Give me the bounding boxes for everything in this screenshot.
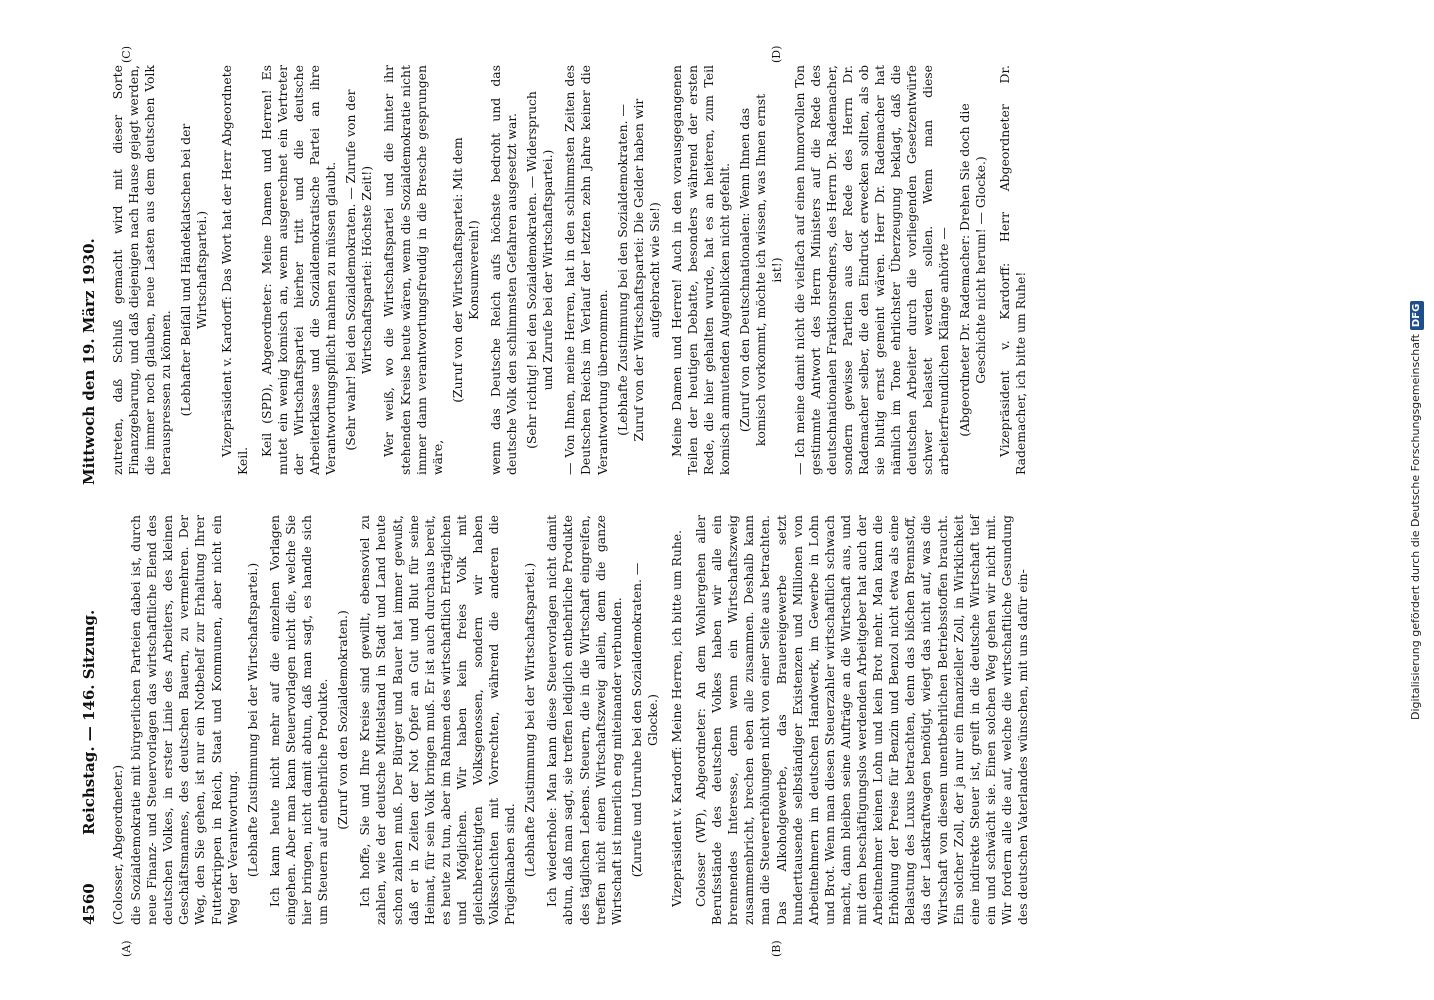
speech-keil: Keil (SPD), Abgeordneter: Meine Damen und Herren! Es mutet ein wenig komisch an, wenn ausgerechnet ein Vertreter der Wirtschaftspartei hierher tritt und die deutsche Arbeiterklasse und die Sozialdemokratische Partei an ihre Verantwortungspflicht mahnen zu müssen glaubt. [258, 65, 339, 475]
interjection: (Abgeordneter Dr. Rademacher: Drehen Sie doch die Geschichte nicht herum! — Glocke.) [956, 103, 988, 437]
interjection: (Zuruf von der Wirtschaftspartei: Mit dem Konsumverein!) [449, 137, 481, 403]
page-header [80, 65, 102, 925]
dfg-logo: DFG [1410, 301, 1424, 330]
stamp-text-wrapper [1409, 20, 1434, 720]
margin-mark-b: (B) [770, 940, 783, 957]
header-title-right: Mittwoch den 19. März 1930. [80, 238, 98, 485]
interjection: (Sehr richtig! bei den Sozialdemokraten. — Widerspruch und Zurufe bei der Wirtschaftspartei.) [524, 91, 556, 449]
header-title-left: Reichstag. — 146. Sitzung. [80, 609, 98, 835]
margin-mark-d: (D) [770, 45, 783, 63]
paragraph: Meine Damen und Herren! Auch in den vorausgegangenen Teilen der heutigen Debatte, besonders während der ersten Rede, die hier gehalten wurde, hat es an heiteren, zum Teil komisch anmutenden Augenblicken nicht gefehlt. [668, 65, 733, 475]
president-remark: Vizepräsident v. Kardorff: Meine Herren, ich bitte um Ruhe. [669, 529, 684, 907]
paragraph: — Ich meine damit nicht die vielfach auf einen humorvollen Ton gestimmte Antwort des Herrn Ministers auf die Rede des deutschnationalen Fraktionsredners, des Herrn Dr. Rademacher, sondern gewisse Partien aus der Rede des Herrn Dr. Rademacher selber, die den Eindruck erwecken sollten, als ob sie blutig ernst gemeint wären. Herr Dr. Rademacher hat nämlich im Tone ehrlichster Überzeugung beklagt, daß die deutschen Arbeiter durch die vorliegenden Gesetzentwürfe schwer belastet werden sollen. Wenn man diese arbeiterfreundlichen Klänge anhörte — [791, 65, 952, 475]
paragraph: Wer weiß, wo die Wirtschaftspartei und die hinter ihr stehenden Kreise heute wären, wenn die Sozialdemokratie nicht immer dann verantwortungsfreudig in die Bresche gesprungen wäre, [381, 65, 445, 475]
document-page [80, 45, 1340, 957]
paragraph: Ich kann heute nicht mehr auf die einzelnen Vorlagen eingehen. Aber man kann Steuervorlagen nicht die, welche Sie hier bringen, nicht damit abtun, daß man sagt, es handle sich um Steuern auf entbehrliche Produkte. [266, 515, 331, 925]
paragraph: zutreten, daß Schluß gemacht wird mit dieser Sorte Finanzgebarung, und daß diejenigen nach Hause gejagt werden, die immer noch glauben, neue Lasten aus dem deutschen Volk herauspressen zu können. [110, 65, 174, 475]
interjection: (Lebhafte Zustimmung bei den Sozialdemokraten. — Zuruf von der Wirtschaftspartei: Die Gelder haben wir aufgebracht wie Sie!) [614, 98, 662, 442]
right-column [110, 65, 1031, 475]
paragraph: — Von Ihnen, meine Herren, hat in den schlimmsten Zeiten des Deutschen Reichs im Verlauf der letzten zehn Jahre keiner die Verantwortung übernommen. [562, 65, 610, 475]
stamp-text: Digitalisierung gefördert durch die Deutsche Forschungsgemeinschaft [1409, 334, 1422, 720]
paragraph: Ich hoffe, Sie und Ihre Kreise sind gewillt, ebensoviel zu zahlen, wie der deutsche Mittelstand in Stadt und Land heute schon zahlen muß. Der Bürger und Bauer hat immer gewußt, daß er in Zeiten der Not Opfer an Gut und Blut für seine Heimat, für sein Volk bringen muß. Er ist auch durchaus bereit, es heute zu tun, aber im Rahmen des wirtschaftlich Erträglichen und Möglichen. Wir haben kein freies Volk mit gleichberechtigten Volksgenossen, sondern wir haben Volksschichten mit Vorrechten, während die anderen die Prügelknaben sind. [357, 515, 518, 925]
interjection: (Lebhafte Zustimmung bei der Wirtschaftspartei.) [522, 562, 538, 878]
margin-mark-c: (C) [120, 46, 133, 63]
interjection: (Zuruf von den Deutschnationalen: Wenn Ihnen das komisch vorkommt, möchte ich wissen, was Ihnen ernst ist!) [737, 93, 785, 447]
speech-colosser: Colosser (WP), Abgeordneter: An dem Wohlergehen aller Berufsstände des deutschen Volkes haben wir alle ein brennendes Interesse, denn wenn ein Wirtschaftszweig zusammenbricht, brechen eben alle zusammen. Deshalb kann man die Steuererhöhungen nicht von einer Seite aus betrachten. Das Alkoholgewerbe, das Brauereigewerbe setzt hunderttausende selbständiger Existenzen und Millionen von Arbeitnehmern im deutschen Handwerk, im Gewerbe in Lohn und Brot. Wenn man diesen Steuerzahler wirtschaftlich schwach macht, dann bleiben seine Aufträge an die Wirtschaft aus, und mit dem beschäftigungslos werdenden Arbeitgeber hat auch der Arbeitnehmer keinen Lohn und kein Brot mehr. Man kann die Erhöhung der Preise für Benzin und Benzol nicht etwa als eine Belastung des Luxus betrachten, denn das bißchen Brennstoff, das der Lastkraftwagen benötigt, wiegt das nicht auf, was die Wirtschaft von diesem unentbehrlichen Betriebsstoffen braucht. Ein solcher Zoll, der ja nur ein finanzieller Zoll, in Wirklichkeit eine indirekte Steuer ist, greift in die deutsche Wirtschaft tief ein und schwächt sie. Einen solchen Weg gehen wir nicht mit. Wir fordern alle die auf, welche die wirtschaftliche Gesundung des deutschen Vaterlandes wünschen, mit uns dafür ein- [693, 515, 1030, 925]
interjection: (Lebhafter Beifall und Händeklatschen bei der Wirtschaftspartei.) [178, 123, 210, 417]
paragraph: die Sozialdemokratie mit bürgerlichen Parteien dabei ist, durch neue Finanz- und Steuervorlagen das wirtschaftliche Elend des deutschen Volkes, in erster Linie des Arbeiters, des kleinen Geschäftsmannes, des deutschen Bauern, zu vermehren. Der Weg, den Sie gehen, ist nur ein Notbehelf zur Erhaltung Ihrer Futterkrippen in Reich, Staat und Kommunen, aber nicht ein Weg der Verantwortung. [128, 515, 240, 925]
president-remark: Vizepräsident v. Kardorff: Das Wort hat der Herr Abgeordnete Keil. [218, 65, 250, 475]
interjection: (Lebhafte Zustimmung bei der Wirtschaftspartei.) [244, 562, 260, 878]
interjection: (Zurufe und Unruhe bei den Sozialdemokraten. — Glocke.) [628, 562, 660, 878]
paragraph: wenn das Deutsche Reich aufs höchste bedroht und das deutsche Volk den schlimmsten Gefahren ausgesetzt war. [487, 65, 520, 475]
interjection: (Zuruf von den Sozialdemokraten.) [335, 610, 351, 830]
speaker-continuation: (Colosser, Abgeordneter.) [110, 764, 125, 925]
interjection: (Sehr wahr! bei den Sozialdemokraten. — Zurufe von der Wirtschaftspartei: Höchste Zeit!) [343, 89, 375, 451]
paragraph: Ich wiederhole: Man kann diese Steuervorlagen nicht damit abtun, daß man sagt, sie treffen lediglich entbehrliche Produkte des täglichen Lebens. Steuern, die in die Wirtschaft eingreifen, treffen nicht einen Wirtschaftszweig allein, denn die ganze Wirtschaft ist innerlich eng miteinander verbunden. [544, 515, 624, 925]
digitization-stamp [1402, 20, 1432, 720]
left-column [110, 515, 1033, 925]
president-remark: Vizepräsident v. Kardorff: Herr Abgeordneter Dr. Rademacher, ich bitte um Ruhe! [996, 65, 1028, 475]
page-number: 4560 [80, 883, 98, 925]
margin-mark-a: (A) [120, 940, 133, 957]
